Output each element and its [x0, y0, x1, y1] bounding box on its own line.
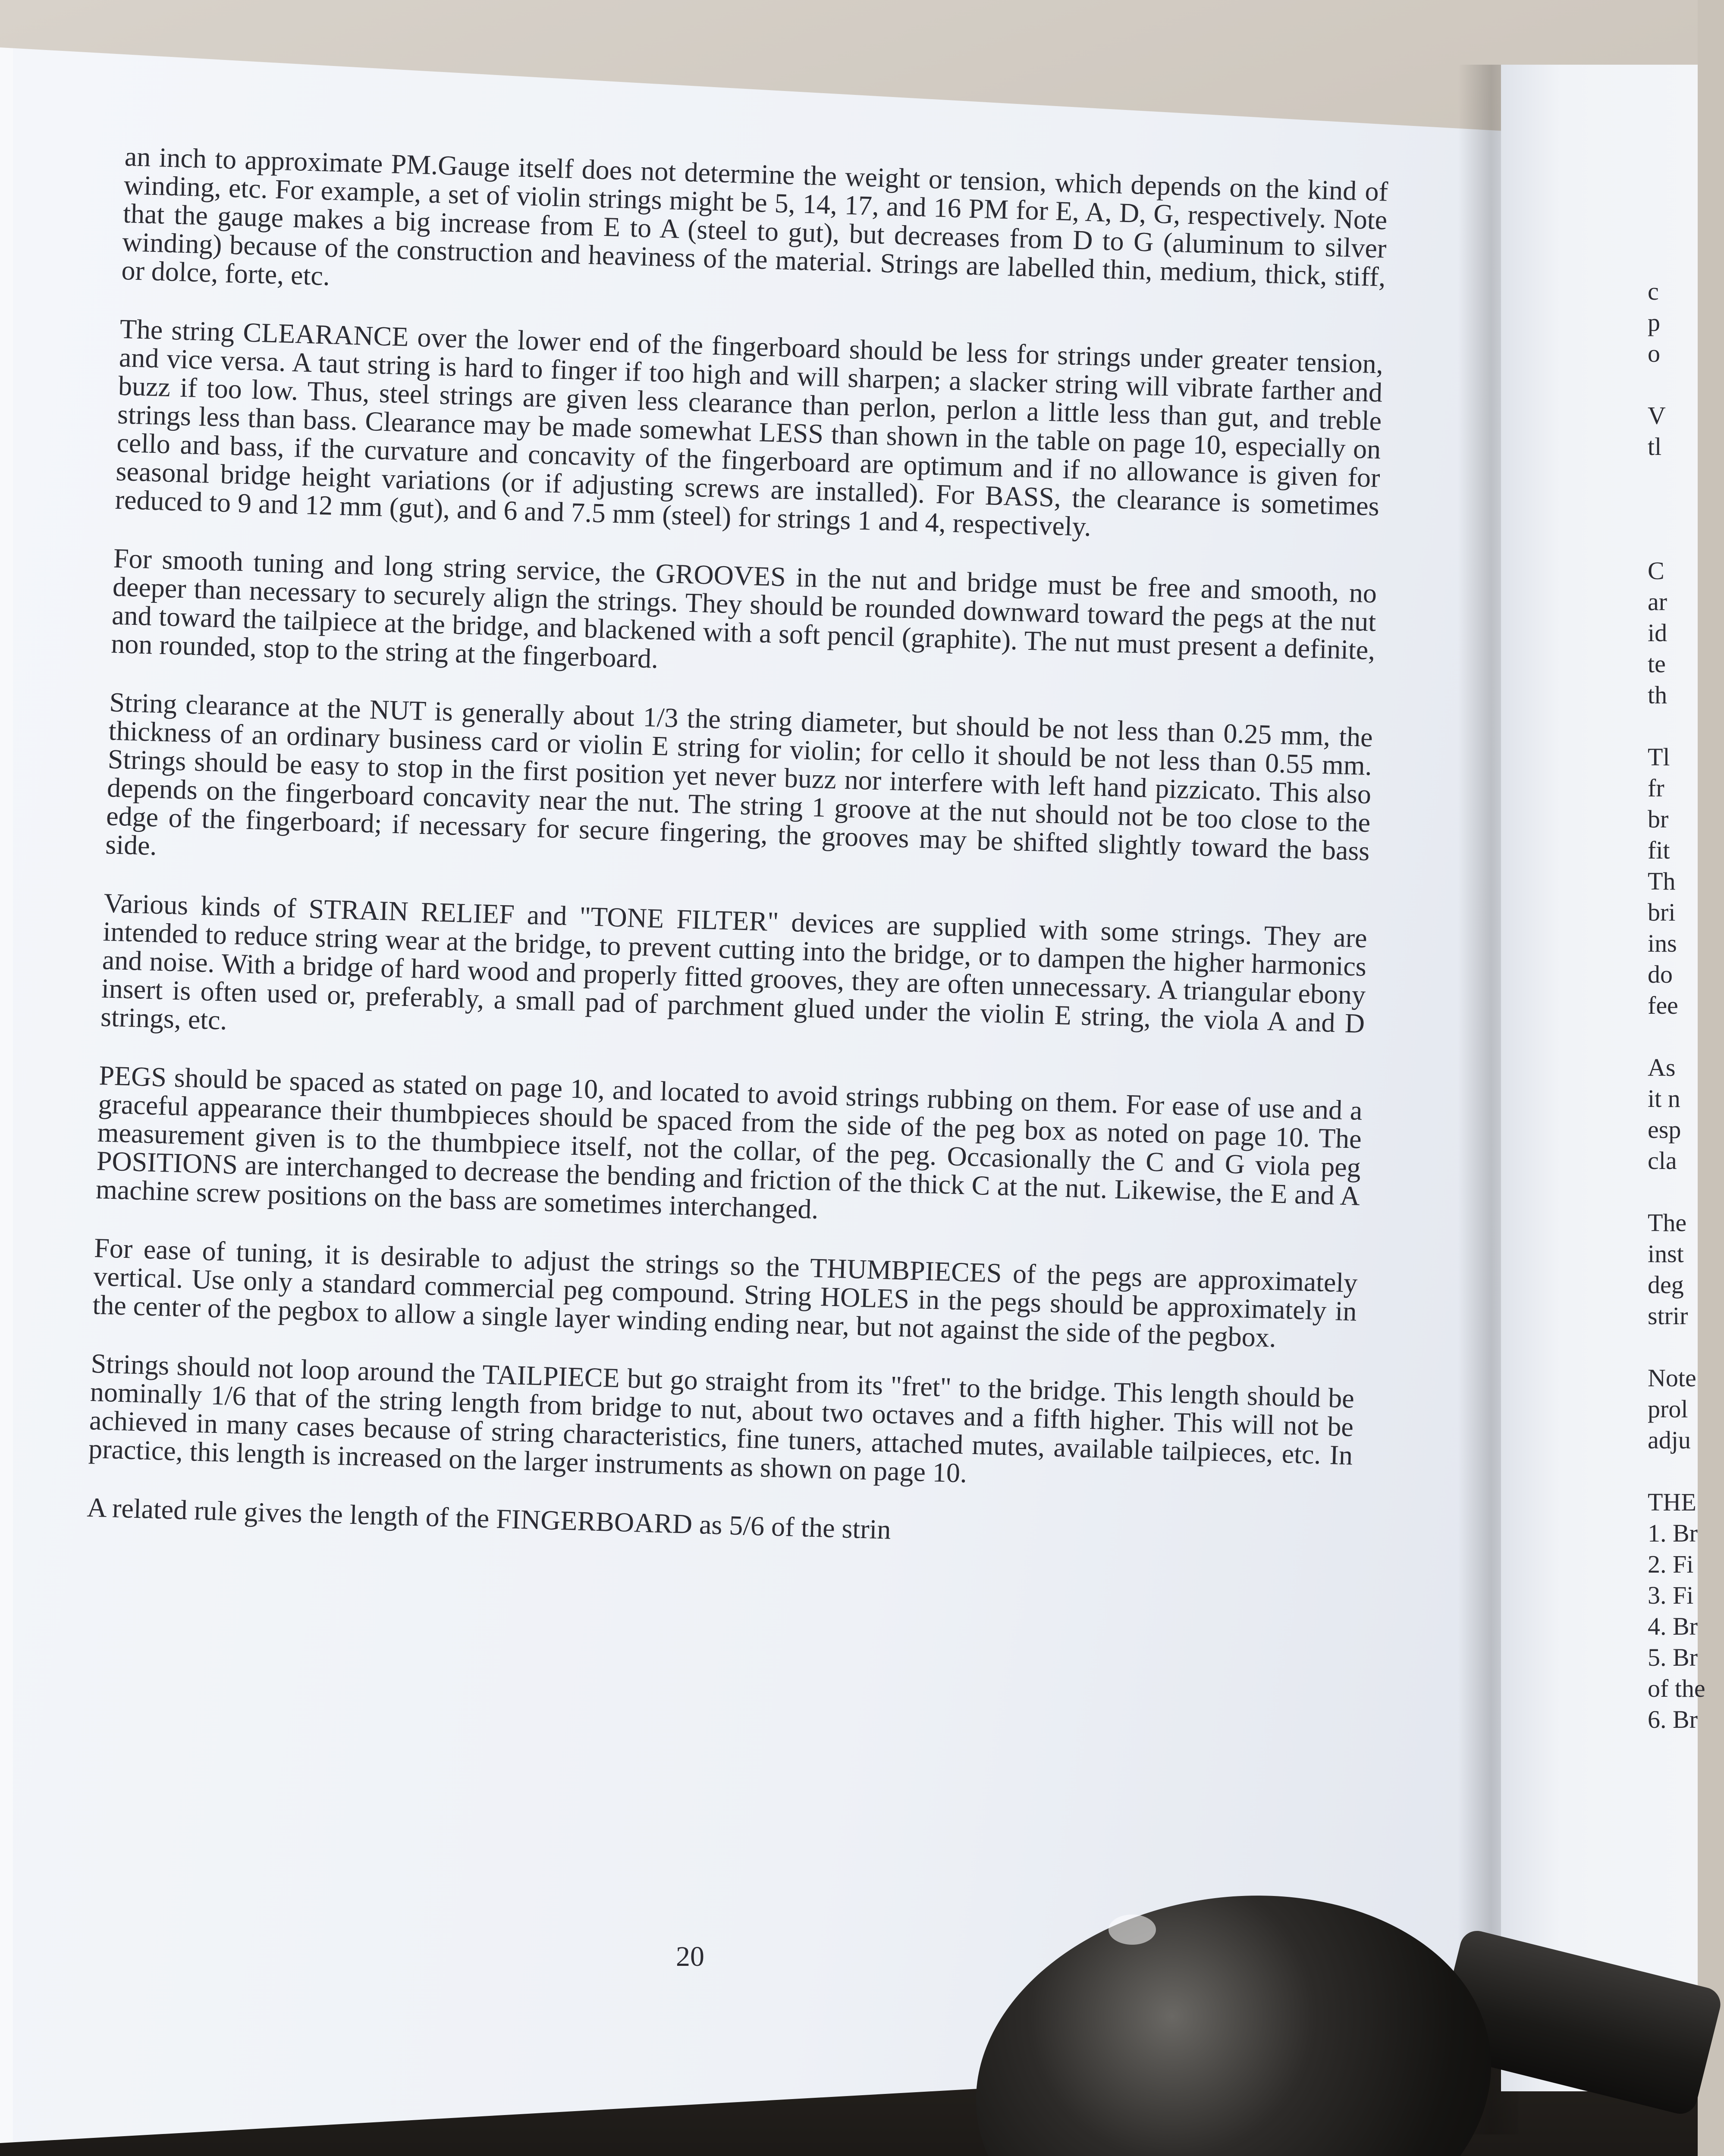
right-page-fragment: 3. Fi	[1648, 1581, 1694, 1609]
right-page-fragment: br	[1648, 805, 1669, 833]
right-page-fragment: fit	[1648, 836, 1670, 864]
right-page-fragment	[1648, 1332, 1708, 1363]
right-page-fragment	[1648, 1176, 1708, 1207]
right-page-fragment: fr	[1648, 774, 1664, 802]
right-page-fragment	[1648, 1456, 1708, 1487]
right-page-fragment: 1. Br	[1648, 1519, 1698, 1547]
right-page-fragment: id	[1648, 619, 1667, 647]
right-page-fragment: te	[1648, 650, 1666, 678]
right-page-fragment: ar	[1648, 588, 1667, 616]
right-page-fragment: 4. Br	[1648, 1612, 1698, 1640]
right-page-fragment: of the	[1648, 1674, 1705, 1702]
right-page-fragment	[1648, 711, 1708, 742]
right-page-fragment: 5. Br	[1648, 1643, 1698, 1671]
right-page-fragment: th	[1648, 681, 1667, 709]
right-page-fragment: o	[1648, 339, 1660, 367]
right-page-fragment: do	[1648, 960, 1673, 988]
paragraph-grooves: For smooth tuning and long string service, the GROOVES in the nut and bridge must be free and smooth, no deeper than necessary to securely align the strings. They should be rounded downward toward the pegs at the nut and toward the tailpiece at the bridge, and blackened with a soft pencil (graphite). The nut must present a definite, non rounded, stop to the string at the fingerboard.	[110, 542, 1377, 674]
page-body-text	[86, 142, 1388, 1587]
right-page-fragment: ins	[1648, 929, 1677, 957]
right-page-fragment: adju	[1648, 1426, 1691, 1454]
object-highlight	[1109, 1915, 1156, 1945]
paragraph-fingerboard: A related rule gives the length of the FINGERBOARD as 5/6 of the strin	[86, 1492, 892, 1545]
right-page-fragment: it n	[1648, 1084, 1680, 1112]
paragraph-strain-relief: Various kinds of STRAIN RELIEF and "TONE FILTER" devices are supplied with some strings. They are intended to reduce string wear at the bridge, to prevent cutting into the bridge, or to dampen the higher harmonics and noise. With a bridge of hard wood and properly fitted grooves, they are often unnecessary. A triangular ebony insert is often used or, preferably, a small pad of parchment glued under the violin E string, the viola A and D strings, etc.	[100, 887, 1368, 1039]
right-page-fragment	[1648, 493, 1708, 524]
right-page-fragment: THE	[1648, 1488, 1696, 1516]
right-page-fragment: cla	[1648, 1147, 1677, 1175]
right-page-fragment: Tl	[1648, 743, 1670, 771]
paragraph-gauge: an inch to approximate PM.Gauge itself does not determine the weight or tension, which depends on the kind of winding, etc. For example, a set of violin strings might be 5, 14, 17, and 16 PM for E, A, D, G, respectively. Note that the gauge makes a big increase from E to A (steel to gut), but decreases from D to G (aluminum to silver winding) because of the construction and heaviness of the material. Strings are labelled thin, medium, thick, stiff, or dolce, forte, etc.	[121, 141, 1388, 292]
right-page-fragment: 6. Br	[1648, 1705, 1698, 1733]
right-page-fragment: C	[1648, 557, 1664, 585]
page-number: 20	[676, 1941, 704, 1972]
right-page-fragment	[1648, 1021, 1708, 1052]
right-page-fragment	[1648, 369, 1708, 400]
paragraph-pegs: PEGS should be spaced as stated on page 10, and located to avoid strings rubbing on them. For ease of use and a graceful appearance their thumbpieces should be spaced from the side of the peg box as noted on page 10. The measurement given is to the thumbpiece itself, not the collar, of the peg. Occasionally the C and G viola peg POSITIONS are interchanged to decrease the bending and friction of the thick C at the nut. Likewise, the E and A machine screw positions on the bass are sometimes interchanged.	[95, 1060, 1363, 1225]
right-page-fragment: inst	[1648, 1240, 1684, 1268]
right-page-fragment: Th	[1648, 867, 1676, 895]
right-page-fragment: p	[1648, 308, 1660, 336]
right-page-fragment	[1648, 462, 1708, 493]
right-page-fragment: 2. Fi	[1648, 1550, 1694, 1578]
paragraph-clearance: The string CLEARANCE over the lower end of the fingerboard should be less for strings under greater tension, and vice versa. A taut string is hard to finger if too high and will sharpen; a slacker string will vibrate farther and buzz if too low. Thus, steel strings are given less clearance than perlon, perlon a little less than gut, and treble strings less than bass. Clearance may be made somewhat LESS than shown in the table on page 10, especially on cello and bass, if the curvature and concavity of the fingerboard are optimum and if no allowance is given for seasonal bridge height variations (or if adjusting screws are installed). For BASS, the clearance is sometimes reduced to 9 and 12 mm (gut), and 6 and 7.5 mm (steel) for strings 1 and 4, respectively.	[114, 313, 1384, 542]
right-page-fragment: strir	[1648, 1302, 1688, 1330]
right-page-fragment	[1648, 524, 1708, 555]
right-page-text-fragments	[1648, 276, 1708, 1735]
paragraph-tailpiece: Strings should not loop around the TAILPIECE but go straight from its "fret" to the bridge. This length should be nominally 1/6 that of the string length from bridge to nut, about two octaves and a fifth higher. This will not be achieved in many cases because of string characteristics, fine tuners, attached mutes, available tailpieces, etc. In practice, this length is increased on the larger instruments as shown on page 10.	[88, 1348, 1355, 1489]
right-page-fragment: As	[1648, 1053, 1676, 1081]
right-page-fragment: tl	[1648, 432, 1662, 461]
right-page-fragment: c	[1648, 277, 1659, 305]
right-page-fragment: deg	[1648, 1271, 1684, 1299]
right-page-fragment: V	[1648, 401, 1666, 429]
paragraph-thumbpieces: For ease of tuning, it is desirable to adjust the strings so the THUMBPIECES of the pegs are approximately vertical. Use only a standard commercial peg compound. String HOLES in the pegs should be approximately in the center of the pegbox to allow a single layer winding ending near, but not against the side of the pegbox.	[92, 1232, 1358, 1353]
right-page-fragment: esp	[1648, 1116, 1681, 1144]
right-page-fragment: The	[1648, 1209, 1687, 1237]
paragraph-nut: String clearance at the NUT is generally about 1/3 the string diameter, but should be not less than 0.25 mm, the thickness of an ordinary business card or violin E string for violin; for cello it should be not less than 0.55 mm. Strings should be easy to stop in the first position yet never buzz nor interfere with left hand pizzicato. This also depends on the fingerboard concavity near the nut. The string 1 groove at the nut should not be too close to the edge of the fingerboard; if necessary for secure fingering, the grooves may be shifted slightly toward the bass side.	[105, 686, 1373, 867]
right-page-fragment: Note	[1648, 1364, 1696, 1392]
right-page-fragment: fee	[1648, 991, 1678, 1019]
right-page-fragment: prol	[1648, 1395, 1688, 1423]
right-page-fragment: bri	[1648, 898, 1676, 926]
